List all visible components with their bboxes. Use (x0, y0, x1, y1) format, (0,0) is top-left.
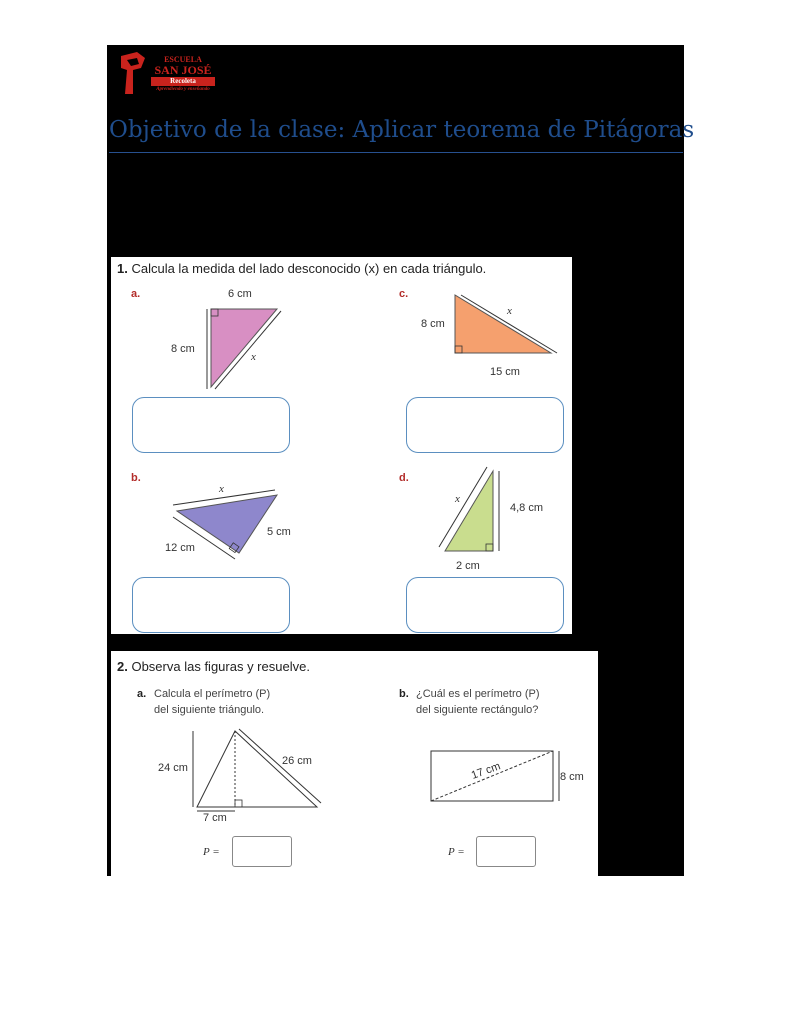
item-c-letter: c. (399, 288, 409, 300)
label-b-hyp: x (219, 483, 224, 495)
answer-box-c[interactable] (406, 397, 564, 453)
item-2b-letter: b. (399, 688, 409, 700)
triangle-a (201, 305, 281, 391)
label-b-left: 12 cm (165, 542, 195, 554)
label-a-hyp: x (251, 351, 256, 363)
answer-box-2a[interactable] (232, 836, 292, 867)
answer-box-a[interactable] (132, 397, 290, 453)
answer-label-2b: P = (448, 846, 465, 858)
logo-text: ESCUELA SAN JOSÉ Recoleta Aprendiendo y enseñando (143, 55, 223, 93)
label-2a-height: 24 cm (158, 762, 188, 774)
item-b-letter: b. (131, 472, 141, 484)
item-2a-line2: del siguiente triángulo. (154, 704, 265, 716)
page-title: Objetivo de la clase: Aplicar teorema de Pitágoras (109, 117, 695, 143)
label-b-right: 5 cm (267, 526, 291, 538)
item-2a-line1: Calcula el perímetro (P) (154, 688, 271, 700)
answer-box-d[interactable] (406, 577, 564, 633)
title-underline (109, 152, 683, 153)
triangle-d (439, 467, 505, 553)
label-2a-side: 26 cm (282, 755, 312, 767)
item-2b-line2: del siguiente rectángulo? (416, 704, 539, 716)
label-a-top: 6 cm (228, 288, 252, 300)
answer-box-b[interactable] (132, 577, 290, 633)
item-a-letter: a. (131, 288, 141, 300)
exercise-1-heading: 1. Calcula la medida del lado desconocido (x) en cada triángulo. (117, 261, 487, 276)
label-c-bottom: 15 cm (490, 366, 520, 378)
label-c-hyp: x (507, 305, 512, 317)
triangle-2a (191, 727, 321, 811)
label-2b-diagonal: 17 cm (469, 760, 503, 782)
label-d-bottom: 2 cm (456, 560, 480, 572)
label-2b-side: 8 cm (560, 771, 584, 783)
answer-box-2b[interactable] (476, 836, 536, 867)
label-d-hyp: x (455, 493, 460, 505)
label-2a-base: 7 cm (203, 812, 227, 824)
answer-label-2a: P = (203, 846, 220, 858)
label-a-left: 8 cm (171, 343, 195, 355)
exercise-2-heading: 2. Observa las figuras y resuelve. (117, 659, 310, 674)
item-d-letter: d. (399, 472, 409, 484)
exercise-2-panel (111, 651, 598, 876)
item-2a-letter: a. (137, 688, 147, 700)
triangle-c (451, 293, 561, 357)
item-2b-line1: ¿Cuál es el perímetro (P) (416, 688, 540, 700)
label-d-right: 4,8 cm (510, 502, 544, 514)
label-c-left: 8 cm (421, 318, 445, 330)
rectangle-2b (429, 749, 561, 805)
exercise-1-panel (111, 257, 572, 634)
